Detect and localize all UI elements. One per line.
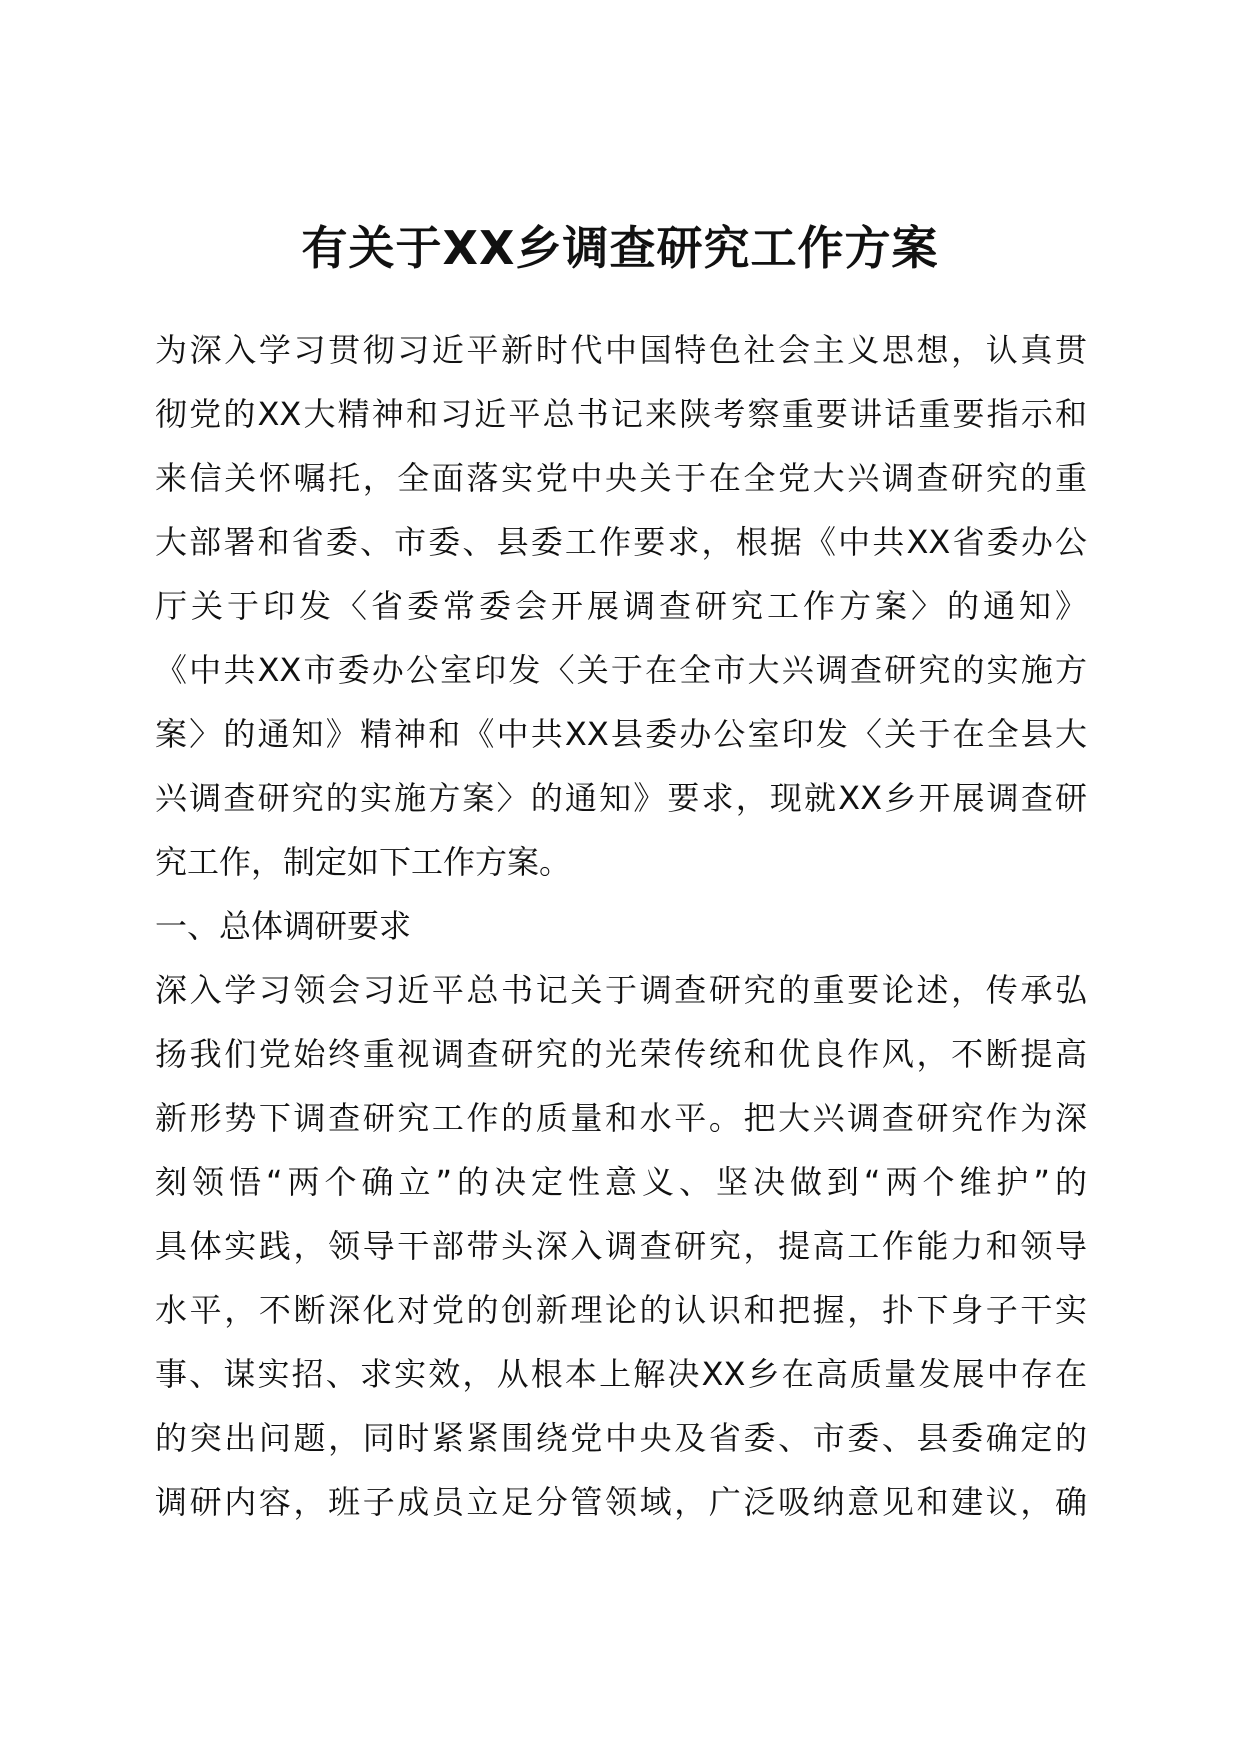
paragraph-requirements <box>155 958 1087 1534</box>
text-line: 案〉的通知》精神和《中共XX县委办公室印发〈关于在全县大 <box>155 715 1087 753</box>
text-line: 刻领悟“两个确立”的决定性意义、坚决做到“两个维护”的 <box>155 1163 1087 1201</box>
text-line: 彻党的XX大精神和习近平总书记来陕考察重要讲话重要指示和 <box>155 395 1087 433</box>
text-line: 具体实践，领导干部带头深入调查研究，提高工作能力和领导 <box>155 1227 1087 1265</box>
document-title: 有关于XX乡调查研究工作方案 <box>301 221 939 275</box>
text-line: 扬我们党始终重视调查研究的光荣传统和优良作风，不断提高 <box>155 1035 1087 1073</box>
text-line: 深入学习领会习近平总书记关于调查研究的重要论述，传承弘 <box>155 971 1087 1009</box>
document-body <box>155 318 1087 1534</box>
text-line: 水平，不断深化对党的创新理论的认识和把握，扑下身子干实 <box>155 1291 1087 1329</box>
text-line: 事、谋实招、求实效，从根本上解决XX乡在高质量发展中存在 <box>155 1355 1087 1393</box>
text-line: 究工作，制定如下工作方案。 <box>155 843 572 881</box>
text-line: 《中共XX市委办公室印发〈关于在全市大兴调查研究的实施方 <box>155 651 1087 689</box>
text-line: 的突出问题，同时紧紧围绕党中央及省委、市委、县委确定的 <box>155 1419 1087 1457</box>
text-line: 兴调查研究的实施方案〉的通知》要求，现就XX乡开展调查研 <box>155 779 1087 817</box>
section-heading: 一、总体调研要求 <box>155 907 412 945</box>
text-line: 厅关于印发〈省委常委会开展调查研究工作方案〉的通知》 <box>155 587 1087 625</box>
text-line: 大部署和省委、市委、县委工作要求，根据《中共XX省委办公 <box>155 523 1087 561</box>
text-line: 为深入学习贯彻习近平新时代中国特色社会主义思想，认真贯 <box>155 331 1087 369</box>
text-line: 来信关怀嘱托，全面落实党中央关于在全党大兴调查研究的重 <box>155 459 1087 497</box>
text-line: 调研内容，班子成员立足分管领域，广泛吸纳意见和建议，确 <box>155 1483 1087 1521</box>
paragraph-intro <box>155 318 1087 894</box>
text-line: 新形势下调查研究工作的质量和水平。把大兴调查研究作为深 <box>155 1099 1087 1137</box>
